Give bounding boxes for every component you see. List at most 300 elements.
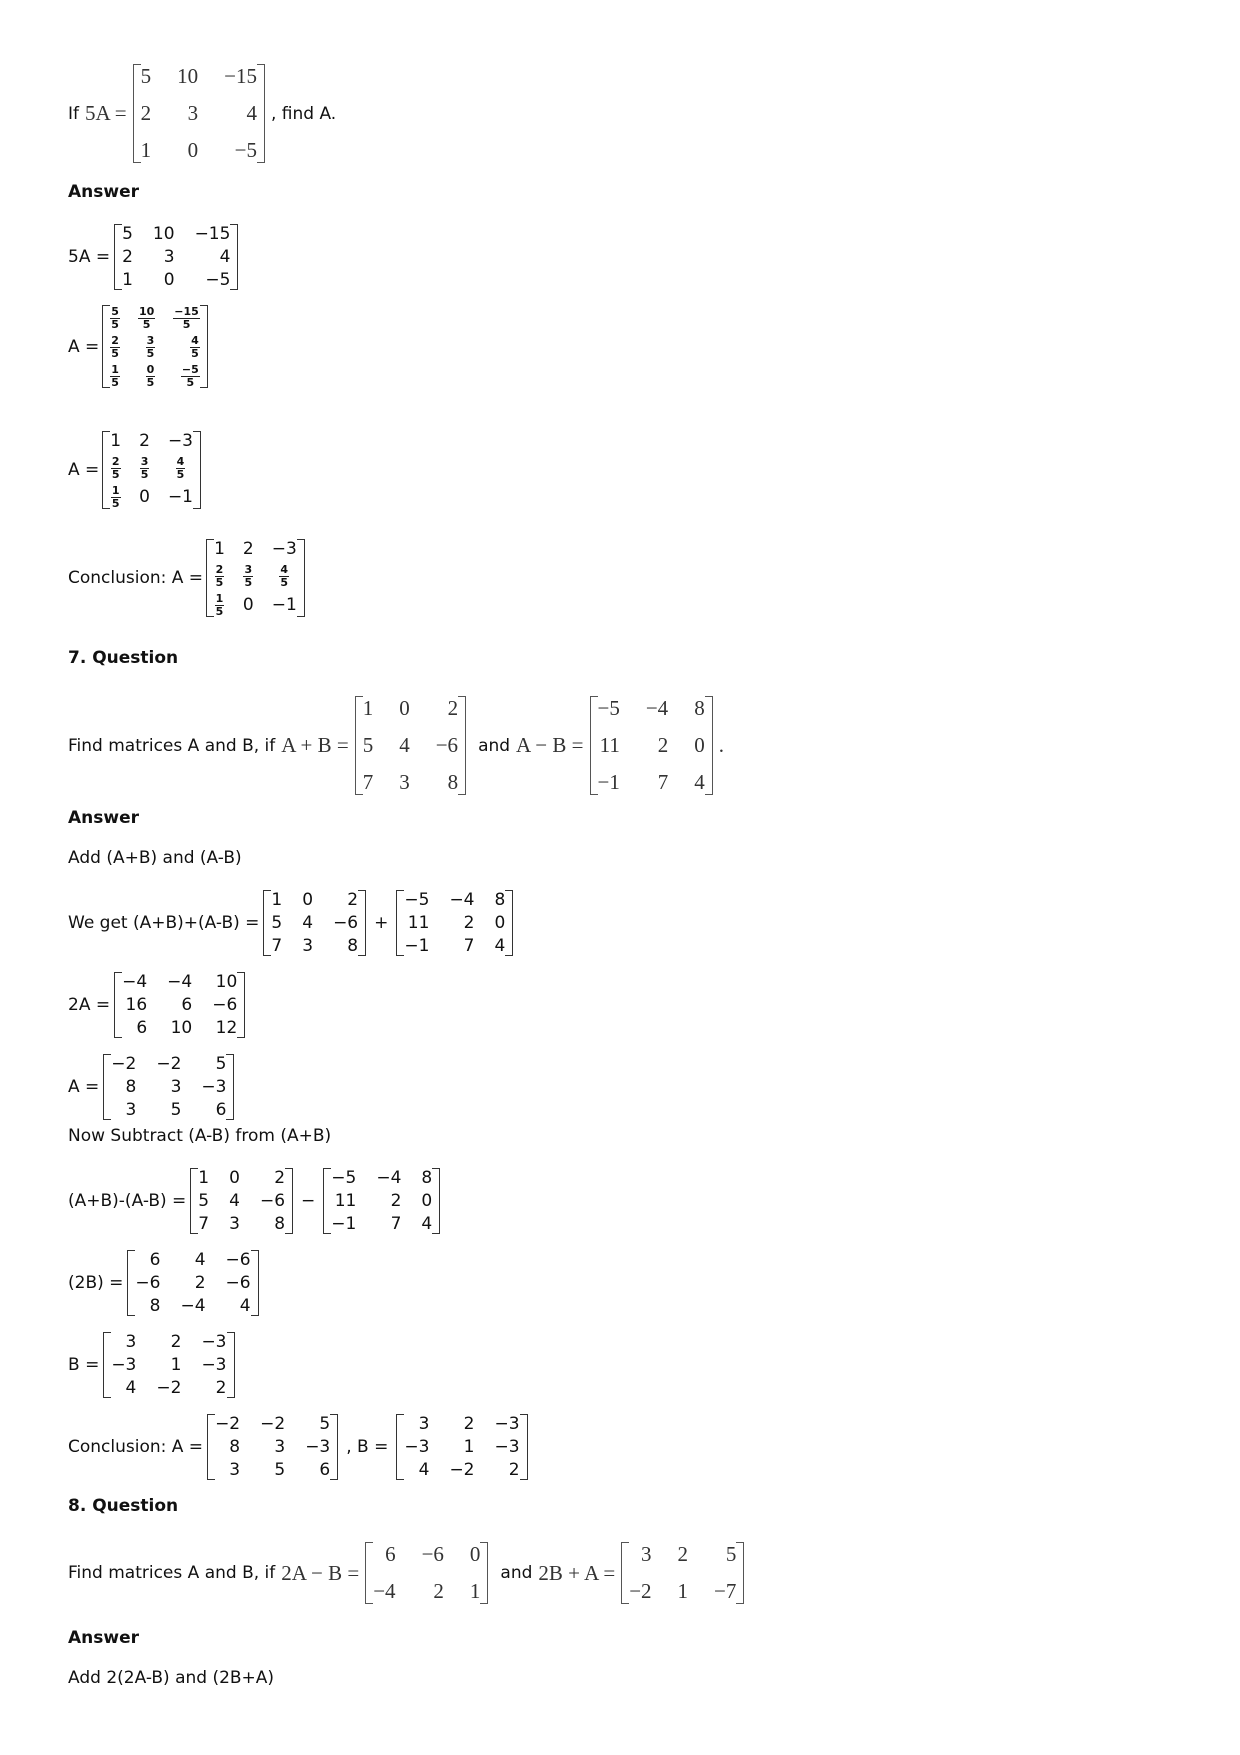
matrix-cell: 1 [362, 696, 374, 720]
right-bracket [330, 1414, 338, 1480]
matrix-cell: 2 [508, 1460, 520, 1480]
left-bracket [396, 1414, 404, 1480]
matrix-cell: 3 [641, 1542, 652, 1566]
matrix-cell: 4 [418, 1460, 430, 1480]
matrix-cell: 3 [229, 1214, 240, 1234]
matrix-grid [135, 1250, 250, 1316]
q7-heading: 7. Question [68, 648, 179, 668]
matrix-cell: −7 [714, 1579, 737, 1603]
right-bracket [736, 1542, 744, 1604]
matrix-grid [404, 1414, 519, 1480]
q7-b-step: B = 3 2 −3 −3 1 −3 4 −2 2 [68, 1330, 239, 1400]
numerator: 1 [111, 484, 120, 498]
matrix-cell: 2 [139, 431, 150, 451]
matrix-cell: 7 [198, 1214, 210, 1234]
q6-given-matrix [129, 58, 269, 169]
right-bracket [505, 890, 513, 956]
matrix-cell: 3 [170, 1077, 182, 1097]
denominator: 5 [280, 575, 289, 589]
matrix-cell: 8 [447, 770, 459, 794]
left-bracket [127, 1250, 135, 1316]
q6-step3: A = 1 2 −3 $\frac{2}{5}$ $\frac{3}{5}$ $\frac{4}{5}$ $\frac{1}{5}$ 0 −1 [68, 430, 204, 510]
matrix-cell: 2 [463, 1414, 475, 1434]
denominator: 5 [176, 467, 185, 481]
fraction [146, 335, 156, 359]
matrix-cell [173, 363, 200, 388]
right-bracket [480, 1542, 488, 1604]
matrix-cell: 4 [421, 1214, 433, 1234]
matrix-cell: 7 [271, 936, 283, 956]
numerator: −15 [174, 305, 199, 318]
q6-step2: A = $\frac{5}{5}$ $\frac{10}{5}$ $\frac{-15}{5}$ $\frac{2}{5}$ $\frac{3}{5}$ $\frac{4}{5}$ $\frac{1}{5}$ $\frac{0}{5}$ $\frac{-5}{5}$ [68, 304, 211, 389]
denominator: 5 [111, 496, 120, 510]
matrix-cell [110, 455, 121, 480]
matrix-grid [111, 1332, 226, 1398]
numerator: 2 [111, 334, 119, 348]
matrix-cell: −3 [167, 431, 193, 451]
denominator: 5 [191, 346, 199, 360]
matrix-grid [404, 890, 505, 956]
fraction [173, 306, 200, 330]
matrix-cell: −4 [167, 972, 193, 992]
matrix-cell: −6 [225, 1273, 251, 1293]
denominator: 5 [182, 317, 191, 331]
matrix-cell: 2 [463, 913, 475, 933]
left-bracket [263, 890, 271, 956]
denominator: 5 [244, 575, 253, 589]
matrix-cell: 2 [274, 1168, 286, 1188]
q6-conclusion: Conclusion: A = 1 2 −3 $\frac{2}{5}$ $\frac{3}{5}$ $\frac{4}{5}$ $\frac{1}{5}$ 0 −1 [68, 538, 308, 618]
matrix-cell: 4 [219, 247, 231, 267]
matrix-cell: −3 [404, 1437, 430, 1457]
matrix-cell: 8 [421, 1168, 433, 1188]
numerator: 3 [244, 563, 253, 576]
matrix-cell: 2 [657, 733, 669, 757]
denominator: 5 [215, 575, 224, 589]
right-bracket [230, 224, 238, 290]
matrix-cell: 0 [242, 594, 254, 615]
matrix-cell: 4 [246, 101, 257, 125]
matrix-cell [214, 563, 225, 588]
q8-matrix-1 [361, 1536, 492, 1610]
q7-2b-matrix [125, 1248, 260, 1318]
matrix-cell: 4 [494, 936, 506, 956]
q7-amb-matrix [586, 690, 717, 801]
numerator: −5 [181, 363, 199, 377]
q6-step1: 5A = 5 10 −15 2 3 4 1 0 −5 [68, 222, 242, 292]
q7-conclusion-b-matrix [394, 1412, 529, 1482]
left-bracket [190, 1168, 198, 1234]
numerator: 0 [146, 363, 155, 377]
fraction [243, 564, 253, 588]
q7-statement: Find matrices A and B, if A + B = 1 0 2 5 4 −6 7 3 8 and A − B = −5 −4 8 11 2 0 −1 7 4 . [68, 690, 724, 801]
q7-diff-m2 [321, 1166, 442, 1236]
matrix-grid [271, 890, 358, 956]
matrix-cell: 0 [399, 696, 410, 720]
matrix-grid [214, 539, 297, 617]
left-bracket [355, 696, 363, 795]
matrix-cell: 3 [163, 247, 175, 267]
matrix-cell: 1 [110, 431, 122, 451]
fraction [181, 364, 200, 388]
right-bracket [705, 696, 713, 795]
left-bracket [323, 1168, 331, 1234]
matrix-grid [363, 696, 458, 795]
matrix-cell [110, 305, 120, 330]
matrix-grid [122, 224, 230, 290]
denominator: 5 [140, 467, 149, 481]
fraction [110, 335, 120, 359]
q7-sum-m1 [261, 888, 368, 958]
matrix-cell: −2 [156, 1054, 182, 1074]
fraction [176, 456, 186, 480]
matrix-cell: −4 [373, 1579, 396, 1603]
matrix-cell: 2 [447, 696, 459, 720]
denominator: 5 [111, 467, 120, 481]
left-bracket [103, 1054, 111, 1120]
q7-2b-step: (2B) = 6 4 −6 −6 2 −6 8 −4 4 [68, 1248, 263, 1318]
matrix-cell: 4 [125, 1378, 137, 1398]
matrix-cell: −2 [629, 1579, 652, 1603]
matrix-cell: 2 [390, 1191, 402, 1211]
matrix-cell: −2 [111, 1054, 137, 1074]
matrix-cell: 5 [140, 64, 152, 88]
right-bracket [227, 1332, 235, 1398]
denominator: 5 [111, 346, 119, 360]
matrix-grid [331, 1168, 432, 1234]
matrix-cell: −1 [404, 936, 430, 956]
q8-statement: Find matrices A and B, if 2A − B = 6 −6 0 −4 2 1 and 2B + A = 3 2 5 −2 1 −7 [68, 1536, 750, 1610]
matrix-cell: 4 [239, 1296, 251, 1316]
fraction [215, 593, 225, 617]
matrix-cell: 1 [463, 1437, 475, 1457]
left-bracket [590, 696, 598, 795]
matrix-cell [110, 334, 120, 359]
matrix-cell: 12 [215, 1018, 238, 1038]
matrix-cell: 4 [194, 1250, 206, 1270]
q7-2a-matrix [112, 970, 247, 1040]
matrix-cell: 5 [319, 1414, 331, 1434]
matrix-cell: 1 [214, 539, 225, 559]
matrix-cell: 4 [229, 1191, 240, 1211]
matrix-cell: 1 [122, 270, 133, 290]
matrix-cell: 2 [215, 1378, 227, 1398]
numerator: 3 [146, 334, 155, 348]
matrix-cell: 5 [170, 1100, 182, 1120]
denominator: 5 [111, 375, 119, 389]
matrix-cell [138, 305, 155, 330]
matrix-cell [214, 592, 225, 617]
right-bracket [237, 972, 245, 1038]
numerator: 1 [215, 592, 224, 606]
denominator: 5 [215, 604, 224, 618]
right-bracket [193, 431, 201, 509]
matrix-cell: 0 [694, 733, 705, 757]
q7-2a-step: 2A = −4 −4 10 16 6 −6 6 10 12 [68, 970, 249, 1040]
q8-matrix-2 [617, 1536, 748, 1610]
matrix-cell: 10 [177, 64, 199, 88]
left-bracket [396, 890, 404, 956]
matrix-cell: −6 [421, 1542, 444, 1566]
matrix-cell: −5 [205, 270, 231, 290]
matrix-cell: 2 [242, 539, 254, 559]
matrix-cell: 6 [136, 1018, 148, 1038]
fraction [215, 564, 225, 588]
matrix-grid [141, 64, 257, 163]
matrix-grid [598, 696, 705, 795]
matrix-cell: 11 [334, 1191, 357, 1211]
matrix-cell: 8 [694, 696, 705, 720]
matrix-cell: −3 [494, 1437, 520, 1457]
matrix-cell: −6 [259, 1191, 286, 1211]
denominator: 5 [146, 346, 155, 360]
matrix-cell: 16 [125, 995, 148, 1015]
matrix-cell: −4 [645, 696, 669, 720]
matrix-cell: 3 [229, 1460, 241, 1480]
q7-sum-step: We get (A+B)+(A-B) = 1 0 2 5 4 −6 7 3 8 + −5 −4 8 11 2 0 −1 7 4 [68, 888, 517, 958]
matrix-cell: 11 [407, 913, 430, 933]
fraction [140, 456, 150, 480]
matrix-cell: 6 [385, 1542, 396, 1566]
matrix-cell: 7 [390, 1214, 402, 1234]
q6-statement: If 5A = 5 10 −15 2 3 4 1 0 −5 , find A. [68, 58, 336, 169]
matrix-cell: 3 [418, 1414, 430, 1434]
matrix-cell: −2 [260, 1414, 286, 1434]
matrix-cell: 5 [215, 1054, 227, 1074]
q7-apb-matrix [351, 690, 470, 801]
matrix-cell [272, 563, 297, 588]
matrix-cell: 6 [149, 1250, 161, 1270]
matrix-cell: 7 [657, 770, 669, 794]
right-bracket [358, 890, 366, 956]
matrix-cell: 3 [187, 101, 199, 125]
q8-answer-heading: Answer [68, 1628, 139, 1648]
matrix-cell: 1 [469, 1579, 481, 1603]
matrix-cell: 3 [399, 770, 410, 794]
numerator: 2 [215, 563, 224, 576]
matrix-cell: 8 [149, 1296, 161, 1316]
left-bracket [206, 539, 214, 617]
matrix-cell: −4 [122, 972, 148, 992]
matrix-cell: 7 [362, 770, 374, 794]
matrix-cell: −4 [449, 890, 475, 910]
matrix-cell: 0 [421, 1191, 433, 1211]
matrix-cell: 2 [347, 890, 359, 910]
matrix-cell: −5 [597, 696, 620, 720]
q7-line1: Add (A+B) and (A-B) [68, 848, 242, 868]
q7-sum-m2 [394, 888, 515, 958]
q8-heading: 8. Question [68, 1496, 179, 1516]
matrix-cell: 3 [302, 936, 314, 956]
matrix-cell: 8 [125, 1077, 137, 1097]
denominator: 5 [111, 317, 119, 331]
matrix-cell: −3 [201, 1077, 227, 1097]
numerator: 4 [191, 334, 199, 348]
matrix-cell: −1 [331, 1214, 357, 1234]
matrix-cell [168, 455, 193, 480]
matrix-grid [198, 1168, 285, 1234]
q7-answer-heading: Answer [68, 808, 139, 828]
matrix-cell: 3 [125, 1332, 137, 1352]
matrix-cell [138, 363, 155, 388]
right-bracket [458, 696, 466, 795]
matrix-cell: 1 [170, 1355, 182, 1375]
matrix-cell: 1 [140, 138, 152, 162]
matrix-cell: 10 [170, 1018, 193, 1038]
right-bracket [432, 1168, 440, 1234]
right-bracket [285, 1168, 293, 1234]
matrix-cell: 5 [725, 1542, 737, 1566]
left-bracket [114, 972, 122, 1038]
q6-step1-matrix [112, 222, 240, 292]
right-bracket [251, 1250, 259, 1316]
matrix-cell: −6 [435, 733, 459, 757]
matrix-cell: 10 [152, 224, 175, 244]
q6-answer-heading: Answer [68, 182, 139, 202]
fraction [190, 335, 200, 359]
matrix-cell: 4 [694, 770, 705, 794]
matrix-cell: −15 [224, 64, 257, 88]
matrix-cell: −1 [167, 486, 193, 507]
matrix-cell: 6 [181, 995, 193, 1015]
matrix-cell: 2 [194, 1273, 206, 1293]
matrix-cell: 8 [229, 1437, 241, 1457]
matrix-cell: 5 [362, 733, 374, 757]
matrix-cell: 1 [271, 890, 283, 910]
denominator: 5 [186, 375, 195, 389]
matrix-cell: −1 [597, 770, 620, 794]
matrix-cell: 4 [302, 913, 314, 933]
matrix-cell: 0 [494, 913, 506, 933]
matrix-cell: 2 [122, 247, 133, 267]
left-bracket [103, 1332, 111, 1398]
matrix-cell: −2 [156, 1378, 182, 1398]
matrix-cell: 0 [163, 270, 175, 290]
fraction [111, 456, 121, 480]
matrix-cell [110, 363, 120, 388]
right-bracket [520, 1414, 528, 1480]
matrix-cell: 0 [302, 890, 314, 910]
matrix-cell [138, 334, 155, 359]
matrix-grid [373, 1542, 480, 1604]
numerator: 3 [140, 455, 149, 468]
matrix-cell: 6 [319, 1460, 331, 1480]
matrix-cell: −2 [215, 1414, 241, 1434]
matrix-cell: −6 [333, 913, 359, 933]
q7-a-matrix [101, 1052, 236, 1122]
right-bracket [297, 539, 305, 617]
numerator: 2 [111, 455, 120, 468]
matrix-cell: 0 [187, 138, 199, 162]
fraction [110, 306, 120, 330]
matrix-cell: −1 [271, 594, 297, 615]
matrix-cell: −3 [494, 1414, 520, 1434]
matrix-cell: −5 [404, 890, 430, 910]
left-bracket [102, 305, 110, 388]
matrix-cell [243, 563, 254, 588]
numerator: 4 [280, 563, 289, 576]
matrix-cell: 8 [274, 1214, 286, 1234]
denominator: 5 [146, 375, 155, 389]
matrix-cell: −15 [194, 224, 231, 244]
left-bracket [133, 64, 141, 163]
q7-a-step: A = −2 −2 5 8 3 −3 3 5 6 [68, 1052, 238, 1122]
matrix-grid [110, 305, 200, 388]
matrix-cell: 2 [170, 1332, 182, 1352]
matrix-cell: 10 [215, 972, 238, 992]
matrix-cell: 0 [229, 1168, 240, 1188]
right-bracket [200, 305, 208, 388]
q7-conclusion: Conclusion: A = −2 −2 5 8 3 −3 3 5 6 , B = 3 2 −3 −3 1 −3 4 −2 2 [68, 1412, 532, 1482]
matrix-cell: −3 [271, 539, 297, 559]
matrix-cell: −3 [111, 1355, 137, 1375]
matrix-cell: −4 [376, 1168, 402, 1188]
matrix-cell: 8 [347, 936, 359, 956]
matrix-cell: 7 [463, 936, 475, 956]
left-bracket [102, 431, 110, 509]
numerator: 10 [138, 305, 155, 318]
matrix-cell: 11 [599, 733, 620, 757]
q6-step2-fraction-matrix [101, 304, 209, 389]
matrix-cell: −4 [180, 1296, 206, 1316]
right-bracket [226, 1054, 234, 1120]
left-bracket [207, 1414, 215, 1480]
matrix-cell: 6 [215, 1100, 227, 1120]
matrix-cell [110, 484, 121, 509]
matrix-cell: −6 [135, 1273, 161, 1293]
q6-step3-matrix [101, 430, 202, 510]
numerator: 5 [111, 305, 119, 318]
matrix-grid [110, 431, 193, 509]
matrix-cell: 2 [433, 1579, 444, 1603]
matrix-cell: 8 [494, 890, 506, 910]
matrix-cell: −3 [305, 1437, 331, 1457]
fraction [279, 564, 289, 588]
numerator: 4 [176, 455, 185, 468]
matrix-cell: −6 [212, 995, 238, 1015]
q7-line2: Now Subtract (A-B) from (A+B) [68, 1126, 332, 1146]
matrix-cell [173, 334, 200, 359]
matrix-grid [629, 1542, 736, 1604]
matrix-cell: −5 [234, 138, 257, 162]
q7-diff-step: (A+B)-(A-B) = 1 0 2 5 4 −6 7 3 8 − −5 −4 8 11 2 0 −1 7 4 [68, 1166, 444, 1236]
matrix-cell: 0 [139, 486, 150, 507]
matrix-cell: 3 [274, 1437, 286, 1457]
matrix-grid [111, 1054, 226, 1120]
fraction [138, 306, 155, 330]
fraction [146, 364, 156, 388]
matrix-cell: 2 [677, 1542, 689, 1566]
matrix-grid [215, 1414, 330, 1480]
fraction [111, 485, 121, 509]
matrix-cell [139, 455, 150, 480]
q7-b-matrix [101, 1330, 236, 1400]
matrix-cell: 4 [399, 733, 410, 757]
matrix-cell: 5 [122, 224, 133, 244]
matrix-cell: 5 [274, 1460, 286, 1480]
matrix-cell [173, 305, 200, 330]
matrix-cell: −3 [201, 1355, 227, 1375]
matrix-cell: −5 [331, 1168, 357, 1188]
q7-conclusion-a-matrix [205, 1412, 340, 1482]
left-bracket [114, 224, 122, 290]
matrix-cell: 1 [677, 1579, 689, 1603]
matrix-cell: 5 [198, 1191, 210, 1211]
left-bracket [621, 1542, 629, 1604]
q6-conclusion-matrix [205, 538, 306, 618]
matrix-cell: 2 [140, 101, 152, 125]
matrix-cell: −6 [225, 1250, 251, 1270]
